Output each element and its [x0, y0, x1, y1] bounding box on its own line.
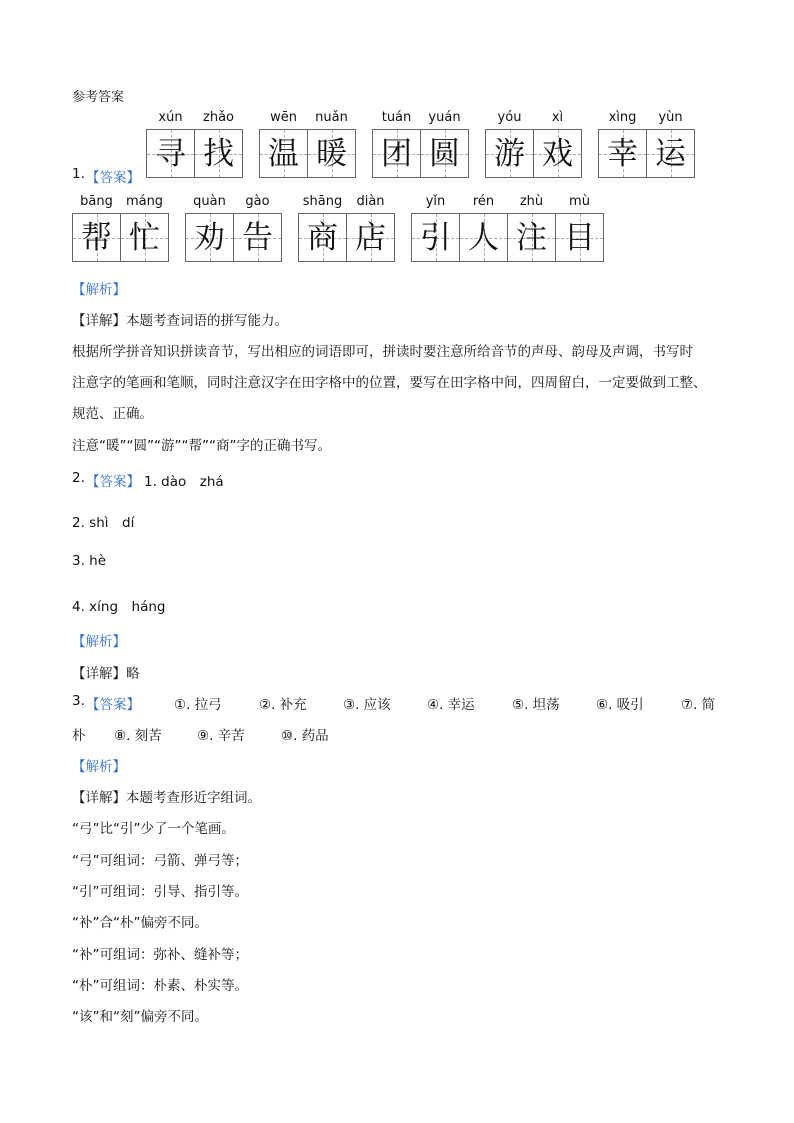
word-grid — [298, 213, 395, 262]
hanzi-character: 戏 — [542, 136, 573, 172]
q3-answer-item: ⑧. 刻苦 — [114, 728, 162, 744]
pinyin-label: máng — [125, 194, 164, 209]
pinyin-label: quàn — [193, 194, 226, 209]
hanzi-character: 人 — [468, 220, 499, 256]
word-grid — [485, 129, 582, 178]
hanzi-character: 目 — [564, 220, 595, 256]
q3-answer-item: ④. 幸运 — [427, 697, 475, 713]
tianzige-cell — [346, 213, 395, 262]
hanzi-character: 帮 — [81, 220, 112, 256]
word-grid — [72, 213, 169, 262]
q3-explanation-line: “弓”可组词：弓箭、弹弓等； — [72, 852, 248, 869]
q3-explanation-line: “该”和“刻”偏旁不同。 — [72, 1009, 208, 1026]
q3-explanation-line: “补”合“朴”偏旁不同。 — [72, 915, 208, 932]
hanzi-character: 注 — [516, 220, 547, 256]
hanzi-character: 引 — [420, 220, 451, 256]
pinyin-label: yuán — [428, 110, 461, 125]
word-grid — [185, 213, 282, 262]
q2-answer-2: 2. shì dí — [72, 515, 135, 531]
q3-answer-item: ⑨. 辛苦 — [197, 728, 245, 744]
q3-explanation-line: “补”可组词：弥补、缝补等； — [72, 946, 248, 963]
hanzi-character: 运 — [655, 136, 686, 172]
q3-explanation-line: “弓”比“引”少了一个笔画。 — [72, 821, 235, 838]
q3-answer-tag: 【答案】 — [86, 697, 140, 713]
hanzi-character: 游 — [494, 136, 525, 172]
word-grid — [146, 129, 243, 178]
pinyin-label: rén — [472, 194, 495, 209]
pinyin-label: gào — [245, 194, 270, 209]
tianzige-cell — [420, 129, 469, 178]
tianzige-cell — [411, 213, 460, 262]
q3-answer-item: ⑦. 简 — [681, 697, 716, 713]
q1-answer-tag: 【答案】 — [86, 170, 140, 186]
q3-explanation-line: 【详解】本题考查形近字组词。 — [72, 790, 261, 806]
hanzi-character: 幸 — [607, 136, 638, 172]
hanzi-character: 圆 — [429, 136, 460, 172]
q1-paragraph-3: 规范、正确。 — [72, 406, 153, 422]
tianzige-cell — [646, 129, 695, 178]
q2-answer-1: 1. dào zhá — [144, 474, 224, 490]
pinyin-label: diàn — [356, 194, 385, 209]
tianzige-cell — [72, 213, 121, 262]
hanzi-character: 劝 — [194, 220, 225, 256]
tianzige-cell — [146, 129, 195, 178]
hanzi-character: 忙 — [129, 220, 160, 256]
pinyin-label: yùn — [658, 110, 683, 125]
q1-paragraph-4: 注意“暖”“圆”“游”“帮”“商”字的正确书写。 — [72, 438, 331, 454]
tianzige-cell — [598, 129, 647, 178]
hanzi-character: 暖 — [316, 136, 347, 172]
hanzi-character: 寻 — [155, 136, 186, 172]
hanzi-character: 温 — [268, 136, 299, 172]
q2-answer-3: 3. hè — [72, 553, 107, 569]
word-grid — [372, 129, 469, 178]
tianzige-cell — [459, 213, 508, 262]
hanzi-character: 店 — [355, 220, 386, 256]
pinyin-label: bāng — [80, 194, 113, 209]
pinyin-label: xìng — [608, 110, 637, 125]
q3-answer-item: ⑤. 坦荡 — [512, 697, 560, 713]
hanzi-character: 告 — [242, 220, 273, 256]
pinyin-label: nuǎn — [315, 110, 348, 125]
question-2-number: 2. — [72, 470, 85, 486]
pinyin-label: mù — [569, 194, 590, 209]
q2-answer-4: 4. xíng háng — [72, 599, 166, 615]
q2-detail: 【详解】略 — [72, 666, 140, 682]
pinyin-label: xì — [551, 110, 564, 125]
q2-answer-tag: 【答案】 — [86, 474, 140, 490]
q3-explanation-line: “引”可组词：引导、指引等。 — [72, 883, 248, 900]
q2-analysis-tag: 【解析】 — [72, 634, 126, 650]
tianzige-cell — [307, 129, 356, 178]
tianzige-cell — [507, 213, 556, 262]
q3-answer-item: ③. 应该 — [343, 697, 391, 713]
q1-paragraph-1: 根据所学拼音知识拼读音节，写出相应的词语即可，拼读时要注意所给音节的声母、韵母及声调，书写时 — [72, 344, 693, 360]
question-3-number: 3. — [72, 693, 85, 709]
question-1-number: 1. — [72, 166, 85, 182]
q1-analysis-tag: 【解析】 — [72, 282, 126, 298]
tianzige-cell — [298, 213, 347, 262]
pinyin-label: yǐn — [425, 194, 446, 209]
pinyin-label: zhù — [519, 194, 544, 209]
q3-analysis-tag: 【解析】 — [72, 759, 126, 775]
pinyin-label: wēn — [270, 110, 297, 125]
tianzige-cell — [185, 213, 234, 262]
hanzi-character: 团 — [381, 136, 412, 172]
q1-paragraph-2: 注意字的笔画和笔顺，同时注意汉字在田字格中的位置，要写在田字格中间，四周留白，一定要做到工整、 — [72, 375, 707, 391]
tianzige-cell — [555, 213, 604, 262]
tianzige-cell — [233, 213, 282, 262]
hanzi-character: 找 — [203, 136, 234, 172]
q3-answer-item: ①. 拉弓 — [174, 697, 222, 713]
q3-explanation-line: “朴”可组词：朴素、朴实等。 — [72, 977, 248, 994]
pinyin-label: yóu — [497, 110, 522, 125]
q3-answer-item: ⑥. 吸引 — [596, 697, 644, 713]
tianzige-cell — [259, 129, 308, 178]
q3-answer-item: ⑩. 药品 — [281, 728, 329, 744]
word-grid — [598, 129, 695, 178]
q1-detail: 【详解】本题考查词语的拼写能力。 — [72, 313, 288, 329]
pinyin-label: xún — [158, 110, 183, 125]
pinyin-label: zhǎo — [203, 110, 234, 125]
pinyin-label: tuán — [381, 110, 412, 125]
word-grid — [259, 129, 356, 178]
tianzige-cell — [485, 129, 534, 178]
page-title: 参考答案 — [72, 90, 125, 105]
q3-answer-item: ②. 补充 — [259, 697, 307, 713]
tianzige-cell — [120, 213, 169, 262]
pinyin-label: shāng — [302, 194, 343, 209]
tianzige-cell — [372, 129, 421, 178]
word-grid — [411, 213, 604, 262]
tianzige-cell — [533, 129, 582, 178]
tianzige-cell — [194, 129, 243, 178]
q3-answer-item: 朴 — [72, 728, 86, 744]
hanzi-character: 商 — [307, 220, 338, 256]
